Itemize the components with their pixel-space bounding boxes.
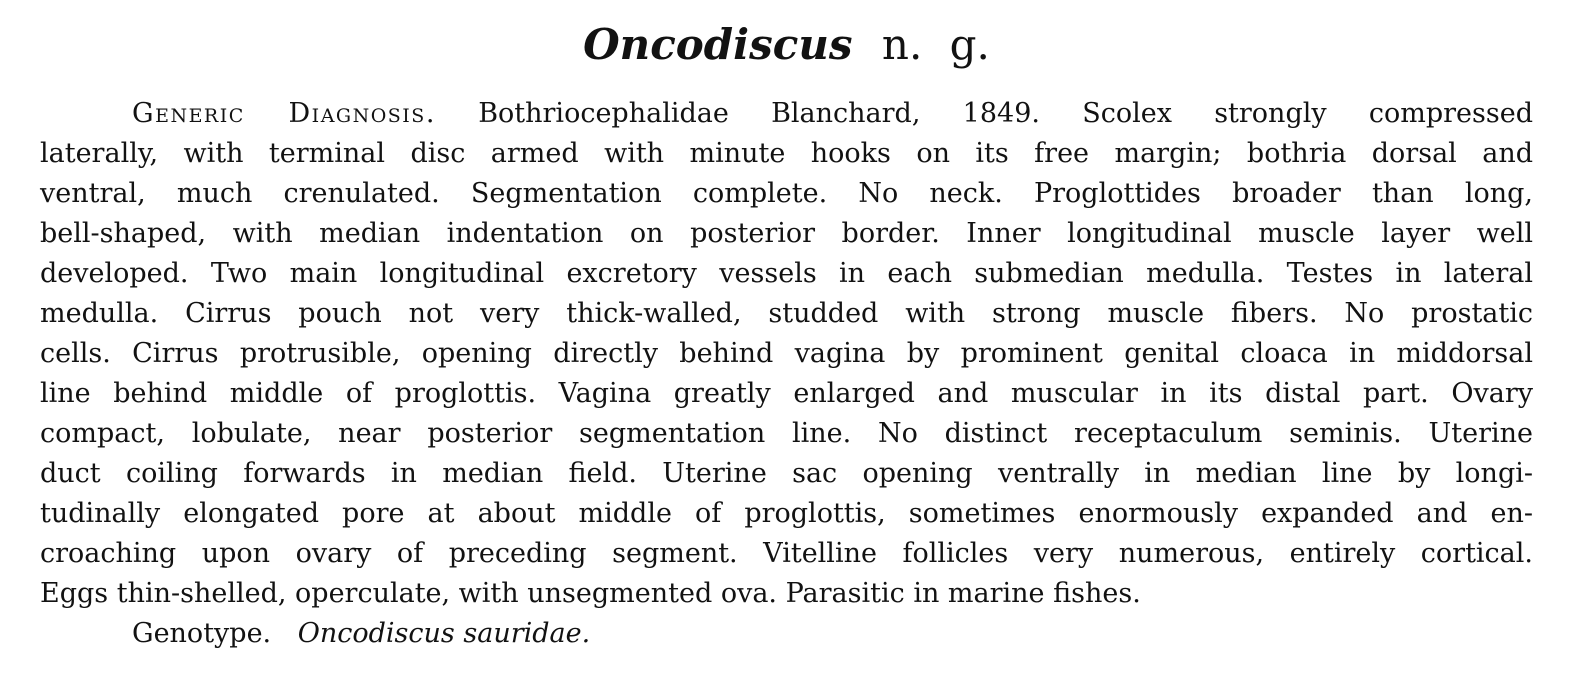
- text-line-1: [40, 94, 1533, 134]
- page-title: [40, 22, 1533, 68]
- text-line-5: developed. Two main longitudinal excretory vessels in each submedian medulla. Testes in lateral: [40, 258, 1533, 290]
- text-line-12: croaching upon ovary of preceding segment. Vitelline follicles very numerous, entirely cortical.: [40, 538, 1533, 570]
- text-line-2: laterally, with terminal disc armed with minute hooks on its free margin; bothria dorsal and: [40, 138, 1533, 170]
- text-line-11: tudinally elongated pore at about middle of proglottis, sometimes enormously expanded and en-: [40, 498, 1533, 530]
- text-line-6: medulla. Cirrus pouch not very thick-walled, studded with strong muscle fibers. No prostatic: [40, 298, 1533, 330]
- genotype-line: [40, 614, 1533, 654]
- title-new-genus-suffix: n. g.: [881, 20, 990, 69]
- text-line-9: compact, lobulate, near posterior segmentation line. No distinct receptaculum seminis. Uterine: [40, 418, 1533, 450]
- text-line-8: line behind middle of proglottis. Vagina greatly enlarged and muscular in its distal part. Ovary: [40, 378, 1533, 410]
- text-line-13: Eggs thin-shelled, operculate, with unsegmented ova. Parasitic in marine fishes.: [40, 578, 1141, 610]
- text-line-3: ventral, much crenulated. Segmentation complete. No neck. Proglottides broader than long,: [40, 178, 1533, 210]
- generic-diagnosis-paragraph: [40, 94, 1533, 614]
- genotype-label: Genotype.: [132, 618, 272, 650]
- text-line-4: bell-shaped, with median indentation on posterior border. Inner longitudinal muscle layer well: [40, 218, 1533, 250]
- genotype-species-name: Oncodiscus sauridae.: [297, 618, 591, 650]
- diagnosis-heading: Generic Diagnosis.: [132, 98, 436, 130]
- text-line-7: cells. Cirrus protrusible, opening directly behind vagina by prominent genital cloaca in middorsal: [40, 338, 1533, 370]
- text-line-10: duct coiling forwards in median field. Uterine sac opening ventrally in median line by longi-: [40, 458, 1533, 490]
- title-genus-name: Oncodiscus: [583, 20, 853, 69]
- text-line-1-rest: Bothriocephalidae Blanchard, 1849. Scolex strongly compressed: [478, 98, 1533, 130]
